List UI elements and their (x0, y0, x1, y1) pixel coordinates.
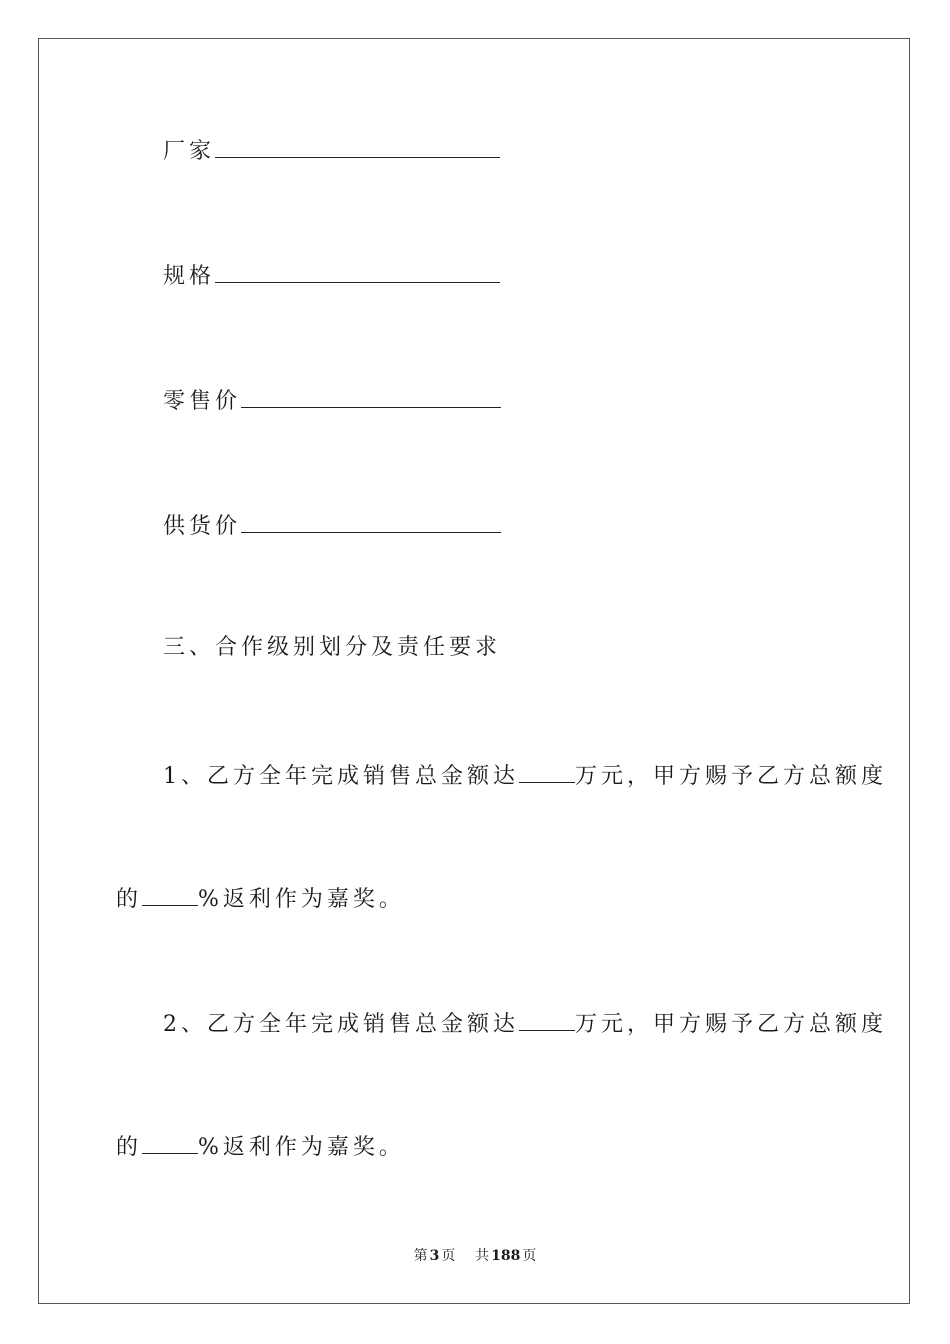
field-label: 供货价 (163, 514, 242, 539)
clause-text: 的 (116, 887, 143, 912)
clause-1-line-1 (163, 760, 887, 792)
clause-text: %返利作为嘉奖。 (198, 887, 405, 912)
field-label: 厂家 (163, 139, 216, 164)
clause-text: 1、乙方全年完成销售总金额达 (163, 764, 519, 789)
clause-text: 万元，甲方赐予乙方总额度 (575, 764, 888, 789)
amount-blank[interactable] (519, 760, 575, 783)
field-retail-price (163, 385, 501, 417)
clause-text: 的 (116, 1135, 143, 1160)
field-specification (163, 260, 500, 292)
fill-in-blank[interactable] (241, 385, 501, 408)
fill-in-blank[interactable] (215, 260, 500, 283)
clause-text: 万元，甲方赐予乙方总额度 (575, 1012, 888, 1037)
clause-text: 2、乙方全年完成销售总金额达 (163, 1012, 519, 1037)
field-label: 规格 (163, 264, 216, 289)
field-supply-price (163, 510, 501, 542)
fill-in-blank[interactable] (215, 135, 500, 158)
clause-text: %返利作为嘉奖。 (198, 1135, 405, 1160)
clause-2-line-2 (116, 1131, 405, 1163)
page-number: 3 (429, 1248, 440, 1264)
field-manufacturer (163, 135, 500, 167)
total-pages: 188 (491, 1248, 521, 1264)
amount-blank[interactable] (519, 1008, 575, 1031)
percent-blank[interactable] (142, 1131, 198, 1154)
page-frame (38, 38, 910, 1304)
percent-blank[interactable] (142, 883, 198, 906)
page-prefix: 第 (413, 1248, 428, 1264)
section-heading: 三、合作级别划分及责任要求 (163, 635, 502, 660)
total-suffix: 页 (522, 1248, 537, 1264)
field-label: 零售价 (163, 389, 242, 414)
page-suffix: 页 (441, 1248, 456, 1264)
clause-2-line-1 (163, 1008, 887, 1040)
fill-in-blank[interactable] (241, 510, 501, 533)
clause-1-line-2 (116, 883, 405, 915)
page-footer (0, 1246, 950, 1266)
total-prefix: 共 (475, 1248, 490, 1264)
